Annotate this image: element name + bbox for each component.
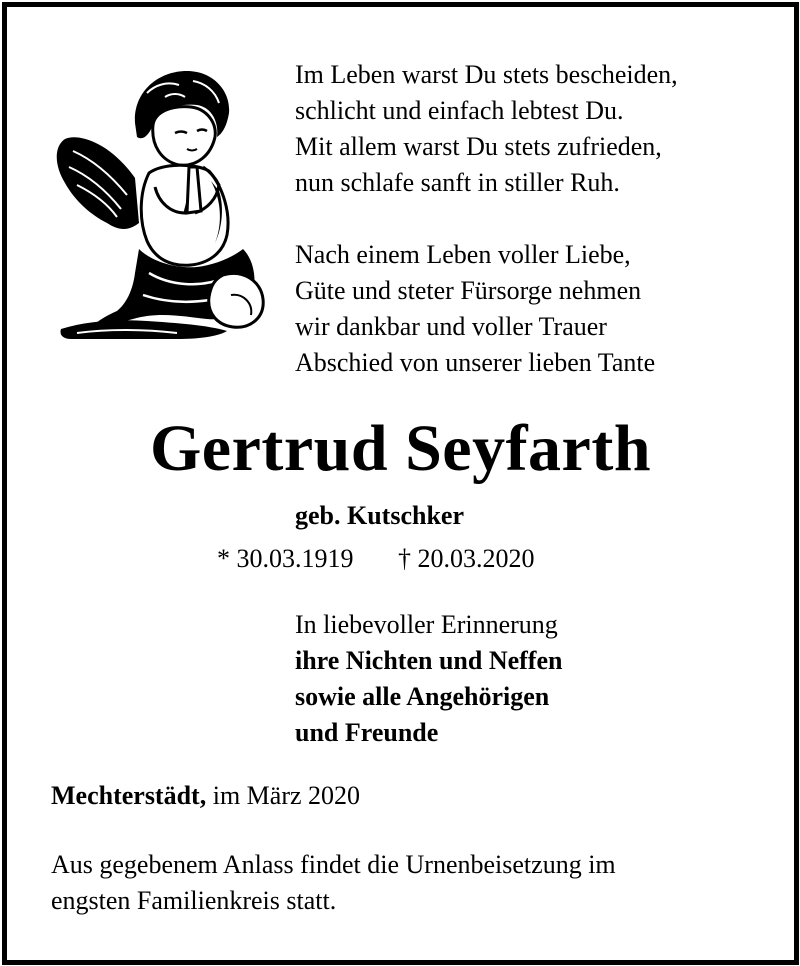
poem-line: Abschied von unserer lieben Tante (295, 348, 656, 377)
burial-notice (51, 847, 616, 919)
mourner-line: sowie alle Angehörigen (295, 682, 550, 711)
obituary-notice (2, 2, 799, 965)
poem (295, 57, 678, 381)
notice-line: Aus gegebenem Anlass findet die Urnenbeisetzung im (51, 850, 616, 879)
remembrance-intro: In liebevoller Erinnerung (295, 610, 558, 639)
mourner-line: ihre Nichten und Neffen (295, 646, 563, 675)
poem-line: Im Leben warst Du stets bescheiden, (295, 60, 678, 89)
town: Mechterstädt, (51, 781, 207, 810)
birth-date: * 30.03.1919 (217, 544, 354, 573)
poem-line: wir dankbar und voller Trauer (295, 312, 607, 341)
poem-line: nun schlafe sanft in stiller Ruh. (295, 168, 620, 197)
stanza-spacer (295, 201, 678, 237)
mourner-line: und Freunde (295, 718, 439, 747)
notice-line: engsten Familienkreis statt. (51, 886, 337, 915)
deceased-name: Gertrud Seyfarth (149, 412, 652, 485)
death-date: † 20.03.2020 (398, 544, 535, 573)
life-dates (217, 544, 535, 574)
poem-line: schlicht und einfach lebtest Du. (295, 96, 624, 125)
poem-line: Güte und steter Fürsorge nehmen (295, 276, 642, 305)
poem-line: Nach einem Leben voller Liebe, (295, 240, 631, 269)
mourners-block (295, 607, 562, 751)
birth-name: geb. Kutschker (295, 501, 464, 530)
place-and-date (51, 781, 360, 811)
poem-line: Mit allem warst Du stets zufrieden, (295, 132, 662, 161)
date: im März 2020 (212, 781, 361, 810)
praying-cherub-icon (47, 63, 272, 348)
